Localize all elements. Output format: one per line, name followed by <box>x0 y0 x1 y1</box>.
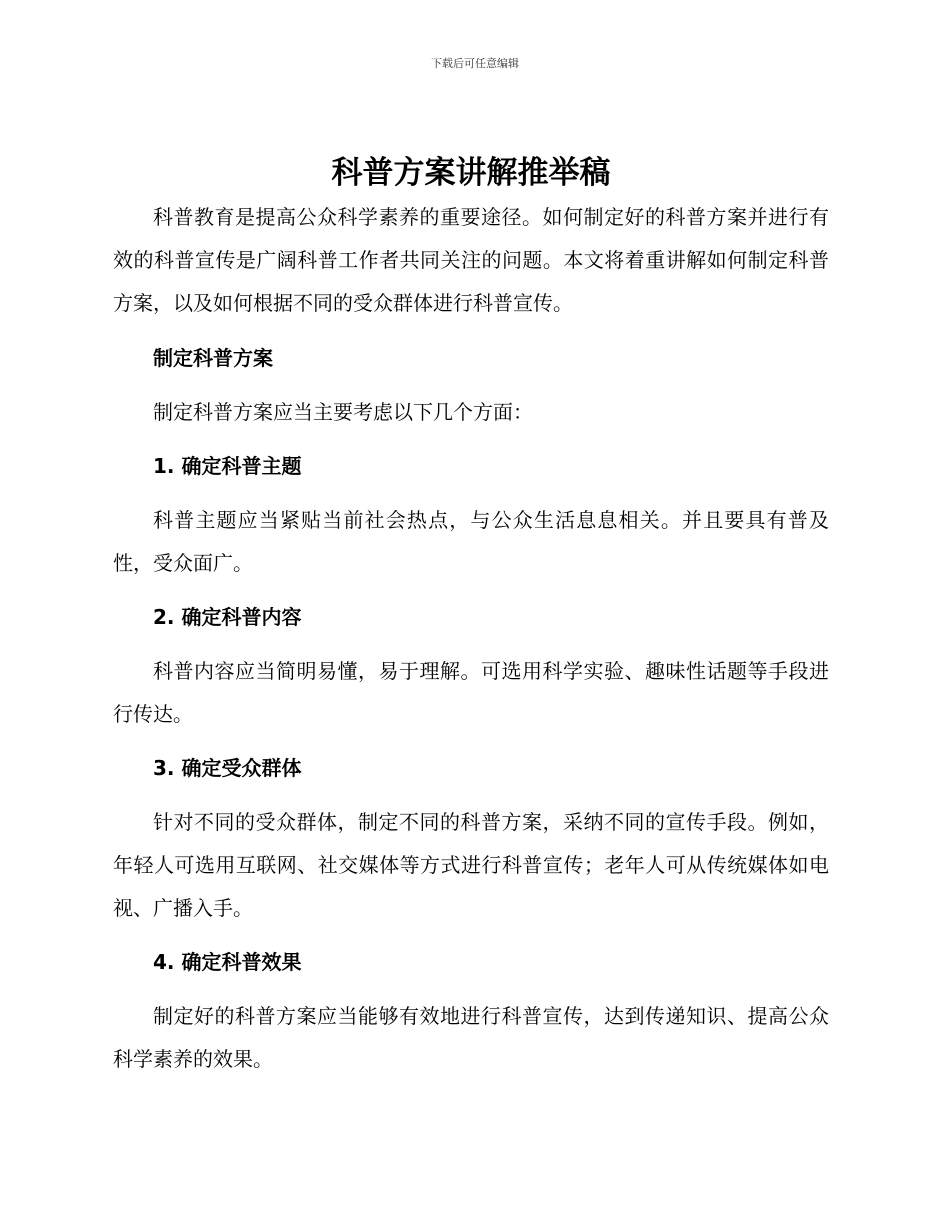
item-paragraph-3: 针对不同的受众群体，制定不同的科普方案，采纳不同的宣传手段。例如，年轻人可选用互联网、社交媒体等方式进行科普宣传；老年人可从传统媒体如电视、广播入手。 <box>113 810 829 920</box>
item-heading-1: 1. 确定科普主题 <box>153 454 302 478</box>
item-heading-3: 3. 确定受众群体 <box>153 756 302 780</box>
intro-paragraph: 科普教育是提高公众科学素养的重要途径。如何制定好的科普方案并进行有效的科普宣传是广阔科普工作者共同关注的问题。本文将着重讲解如何制定科普方案，以及如何根据不同的受众群体进行科普宣传。 <box>113 205 829 315</box>
item-paragraph-2: 科普内容应当简明易懂，易于理解。可选用科学实验、趣味性话题等手段进行传达。 <box>113 659 829 726</box>
document-body <box>113 150 829 1081</box>
item-heading-4: 4. 确定科普效果 <box>153 950 302 974</box>
section-intro-paragraph: 制定科普方案应当主要考虑以下几个方面： <box>153 400 533 424</box>
section-heading: 制定科普方案 <box>153 346 273 370</box>
document-title: 科普方案讲解推举稿 <box>331 155 611 191</box>
item-paragraph-4: 制定好的科普方案应当能够有效地进行科普宣传，达到传递知识、提高公众科学素养的效果。 <box>113 1004 829 1071</box>
item-paragraph-1: 科普主题应当紧贴当前社会热点，与公众生活息息相关。并且要具有普及性，受众面广。 <box>113 508 829 575</box>
page-header-note: 下载后可任意编辑 <box>431 57 519 70</box>
item-heading-2: 2. 确定科普内容 <box>153 605 302 629</box>
